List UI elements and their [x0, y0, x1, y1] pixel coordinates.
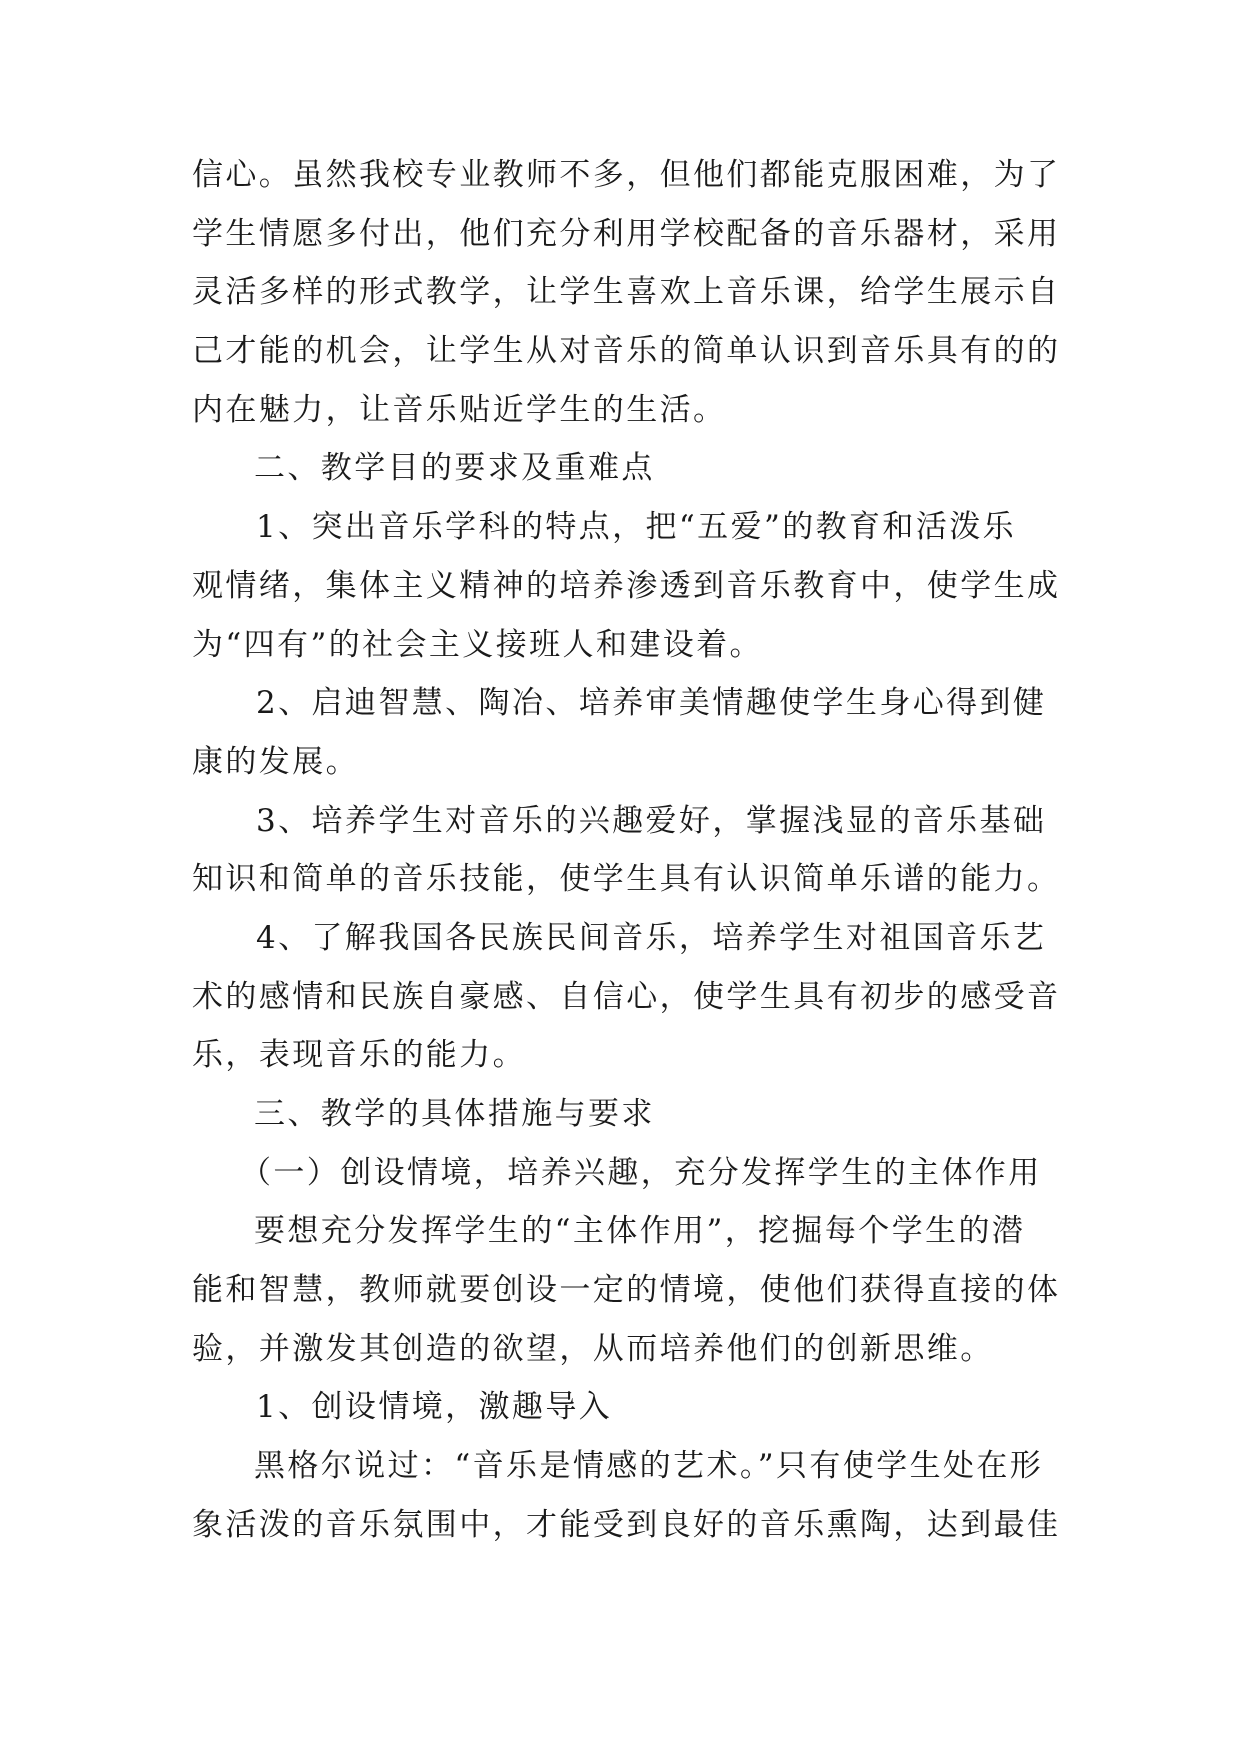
text-line: 象活泼的音乐氛围中，才能受到良好的音乐熏陶，达到最佳 — [192, 1506, 1061, 1543]
text-line: 信心。虽然我校专业教师不多，但他们都能克服困难，为了 — [192, 157, 1061, 193]
text-line: 2、启迪智慧、陶冶、培养审美情趣使学生身心得到健 — [256, 685, 1047, 722]
text-line: 学生情愿多付出，他们充分利用学校配备的音乐器材，采用 — [192, 215, 1061, 252]
text-line: 知识和简单的音乐技能，使学生具有认识简单乐谱的能力。 — [192, 861, 1061, 898]
text-line: 验，并激发其创造的欲望，从而培养他们的创新思维。 — [192, 1330, 994, 1367]
text-line: 乐，表现音乐的能力。 — [192, 1037, 526, 1074]
text-line: 观情绪，集体主义精神的培养渗透到音乐教育中，使学生成 — [192, 567, 1061, 604]
text-line: 己才能的机会，让学生从对音乐的简单认识到音乐具有的的 — [192, 333, 1061, 370]
text-line: 1、创设情境，激趣导入 — [256, 1389, 613, 1426]
section-heading: 二、教学目的要求及重难点 — [254, 450, 655, 487]
text-line: 黑格尔说过：“音乐是情感的艺术。”只有使学生处在形 — [254, 1448, 1044, 1485]
subsection-heading: （一）创设情境，培养兴趣，充分发挥学生的主体作用 — [240, 1154, 1042, 1191]
text-line: 内在魅力，让音乐贴近学生的生活。 — [192, 391, 727, 428]
text-line: 康的发展。 — [192, 743, 359, 780]
text-line: 术的感情和民族自豪感、自信心，使学生具有初步的感受音 — [192, 978, 1061, 1015]
body-text — [192, 157, 1061, 1566]
text-line: 灵活多样的形式教学，让学生喜欢上音乐课，给学生展示自 — [192, 274, 1061, 311]
text-line: 4、了解我国各民族民间音乐，培养学生对祖国音乐艺 — [256, 919, 1047, 956]
text-line: 能和智慧，教师就要创设一定的情境，使他们获得直接的体 — [192, 1272, 1061, 1309]
section-heading: 三、教学的具体措施与要求 — [254, 1096, 655, 1132]
text-line: 1、突出音乐学科的特点，把“五爱”的教育和活泼乐 — [256, 509, 1017, 546]
text-line: 为“四有”的社会主义接班人和建设着。 — [192, 626, 763, 663]
text-line: 要想充分发挥学生的“主体作用”，挖掘每个学生的潜 — [254, 1213, 1026, 1250]
text-line: 3、培养学生对音乐的兴趣爱好，掌握浅显的音乐基础 — [256, 802, 1047, 839]
